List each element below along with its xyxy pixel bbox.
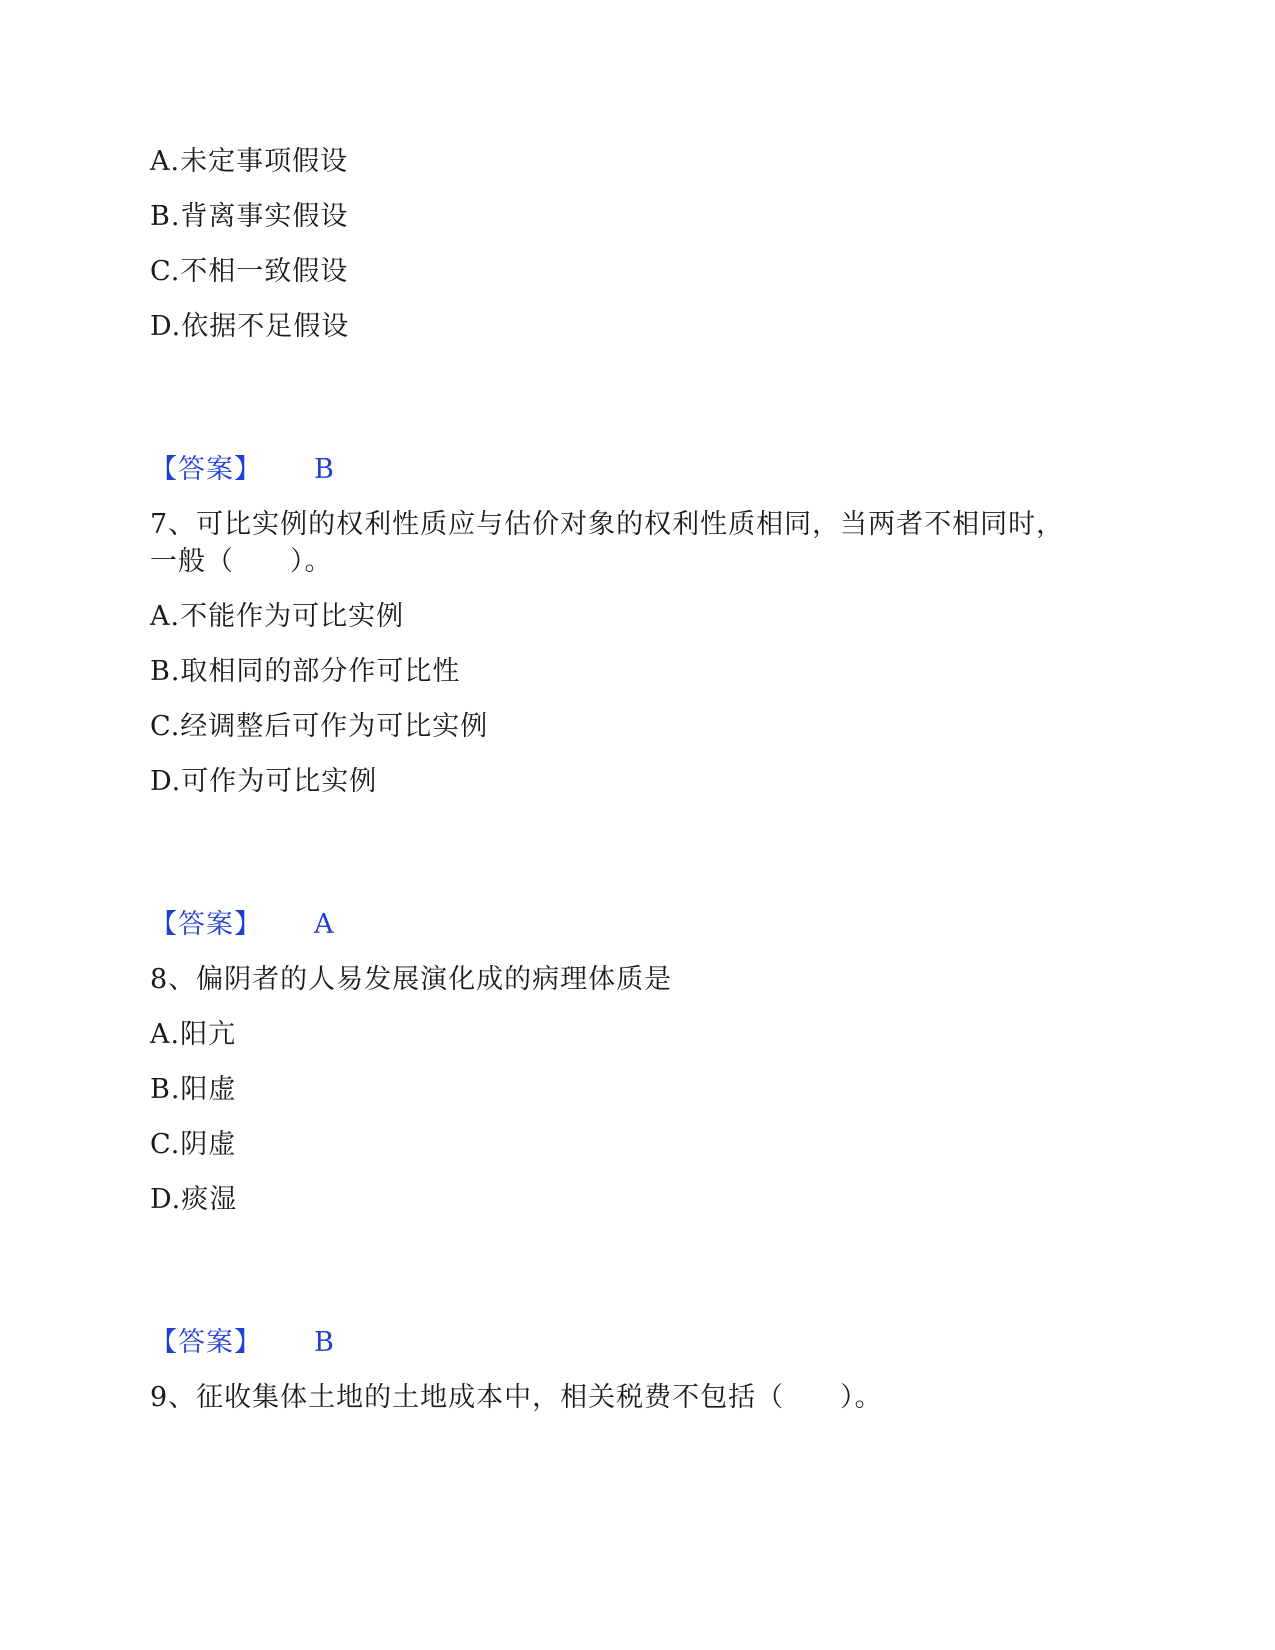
answer-value: B — [314, 454, 334, 485]
option-b: B.背离事实假设 — [150, 201, 349, 232]
option-b: B.阳虚 — [150, 1074, 237, 1105]
option-c: C.阴虚 — [150, 1129, 237, 1160]
answer-8 — [150, 1326, 334, 1360]
option-b: B.取相同的部分作可比性 — [150, 656, 461, 687]
answer-value: B — [314, 1327, 334, 1358]
answer-7 — [150, 908, 334, 942]
answer-value: A — [314, 909, 334, 940]
question-9: 9、征收集体土地的土地成本中，相关税费不包括（ ）。 — [150, 1382, 883, 1413]
question-7-line-1: 7、可比实例的权利性质应与估价对象的权利性质相同，当两者不相同时， — [150, 509, 1065, 540]
option-d: D.痰湿 — [150, 1184, 238, 1215]
question-7-line-2: 一般（ ）。 — [150, 546, 333, 577]
answer-6 — [150, 453, 334, 487]
option-d: D.可作为可比实例 — [150, 766, 378, 797]
option-d: D.依据不足假设 — [150, 311, 350, 342]
option-c: C.不相一致假设 — [150, 256, 349, 287]
question-8: 8、偏阴者的人易发展演化成的病理体质是 — [150, 964, 673, 995]
option-a: A.不能作为可比实例 — [150, 601, 405, 632]
answer-label: 【答案】 — [150, 909, 262, 940]
answer-label: 【答案】 — [150, 454, 262, 485]
option-a: A.阳亢 — [150, 1019, 237, 1050]
option-a: A.未定事项假设 — [150, 146, 349, 177]
option-c: C.经调整后可作为可比实例 — [150, 711, 489, 742]
answer-label: 【答案】 — [150, 1327, 262, 1358]
